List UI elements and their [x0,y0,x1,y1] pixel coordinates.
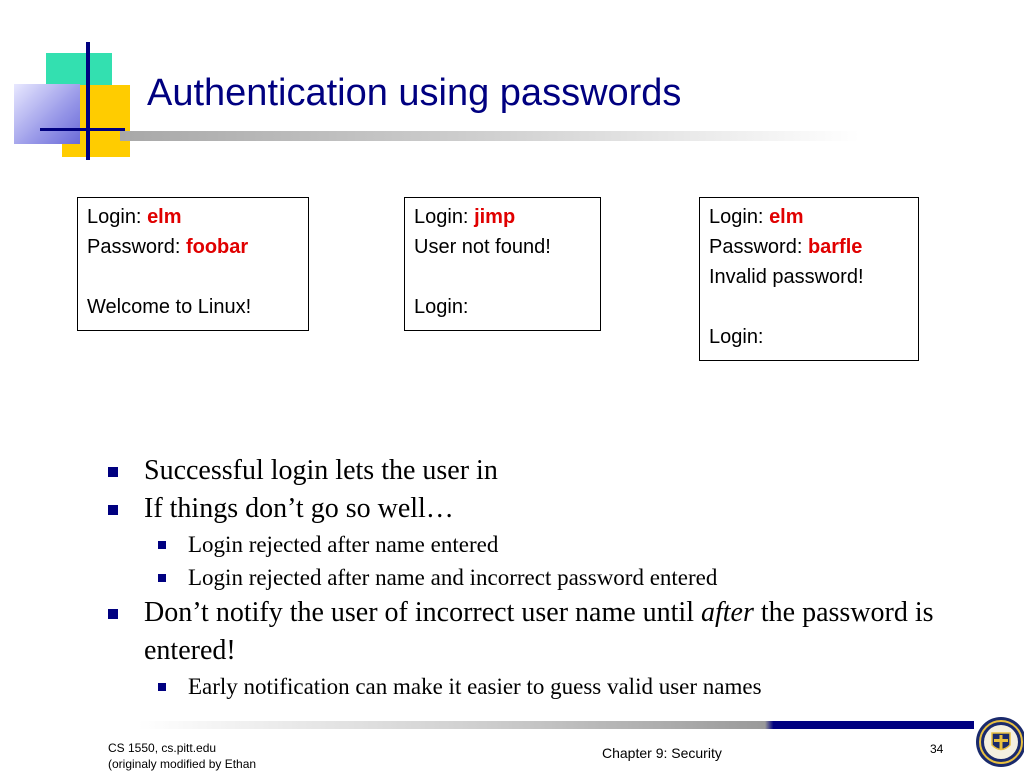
footer-credit-line: (originaly modified by Ethan [108,757,257,771]
corner-horizontal-line [40,128,125,131]
login-line [87,202,299,232]
bullet-emphasis: after [701,597,754,628]
login-line [414,202,591,232]
password-line [87,232,299,262]
bullet-item [104,594,984,670]
blank-line [414,262,591,292]
bullet-item [104,452,984,490]
corner-vertical-line [86,42,90,160]
terminal-message: Invalid password! [709,266,864,288]
password-value: barfle [807,236,863,258]
login-label: Login: [87,206,148,228]
terminal-message: User not found! [414,236,551,258]
sub-bullet-marker-icon [158,541,166,549]
login-value: elm [147,206,182,228]
footer-bar [138,721,974,729]
bullet-text: Successful login lets the user in [144,455,498,486]
terminal-box-user-not-found [404,197,601,331]
bullet-list [104,452,984,703]
bullet-text: Don’t notify the user of incorrect user name until [144,597,701,628]
sub-bullet-text: Login rejected after name entered [188,532,499,557]
university-seal-icon [975,716,1024,768]
terminal-box-success [77,197,309,331]
sub-bullet-marker-icon [158,683,166,691]
password-line [709,232,909,262]
title-underline-bar [120,131,860,141]
sub-bullet-item [104,528,984,561]
bullet-marker-icon [108,467,118,477]
login-value: jimp [474,206,516,228]
sub-bullet-marker-icon [158,574,166,582]
login-label: Login: [414,206,475,228]
bullet-text: If things don’t go so well… [144,493,454,524]
password-label: Password: [709,236,808,258]
sub-bullet-item [104,670,984,703]
sub-bullet-item [104,561,984,594]
sub-bullet-text: Login rejected after name and incorrect password entered [188,565,718,590]
bullet-marker-icon [108,609,118,619]
bullet-text: the password is entered! [144,597,934,666]
bullet-item [104,490,984,528]
password-label: Password: [87,236,186,258]
blank-line [87,262,299,292]
sub-bullet-text: Early notification can make it easier to guess valid user names [188,674,762,699]
password-value: foobar [185,236,249,258]
terminal-message: Welcome to Linux! [87,296,252,318]
terminal-box-invalid-password [699,197,919,361]
login-value: elm [769,206,804,228]
footer-chapter: Chapter 9: Security [602,745,722,761]
page-number: 34 [930,742,944,756]
login-label: Login: [709,206,770,228]
login-prompt: Login: [414,296,469,318]
bullet-marker-icon [108,505,118,515]
corner-decoration-blue [14,84,80,144]
login-prompt: Login: [709,326,764,348]
slide-title: Authentication using passwords [147,72,682,114]
blank-line [709,292,909,322]
login-line [709,202,909,232]
footer-course-line: CS 1550, cs.pitt.edu [108,741,217,755]
footer-course-info [108,740,256,772]
